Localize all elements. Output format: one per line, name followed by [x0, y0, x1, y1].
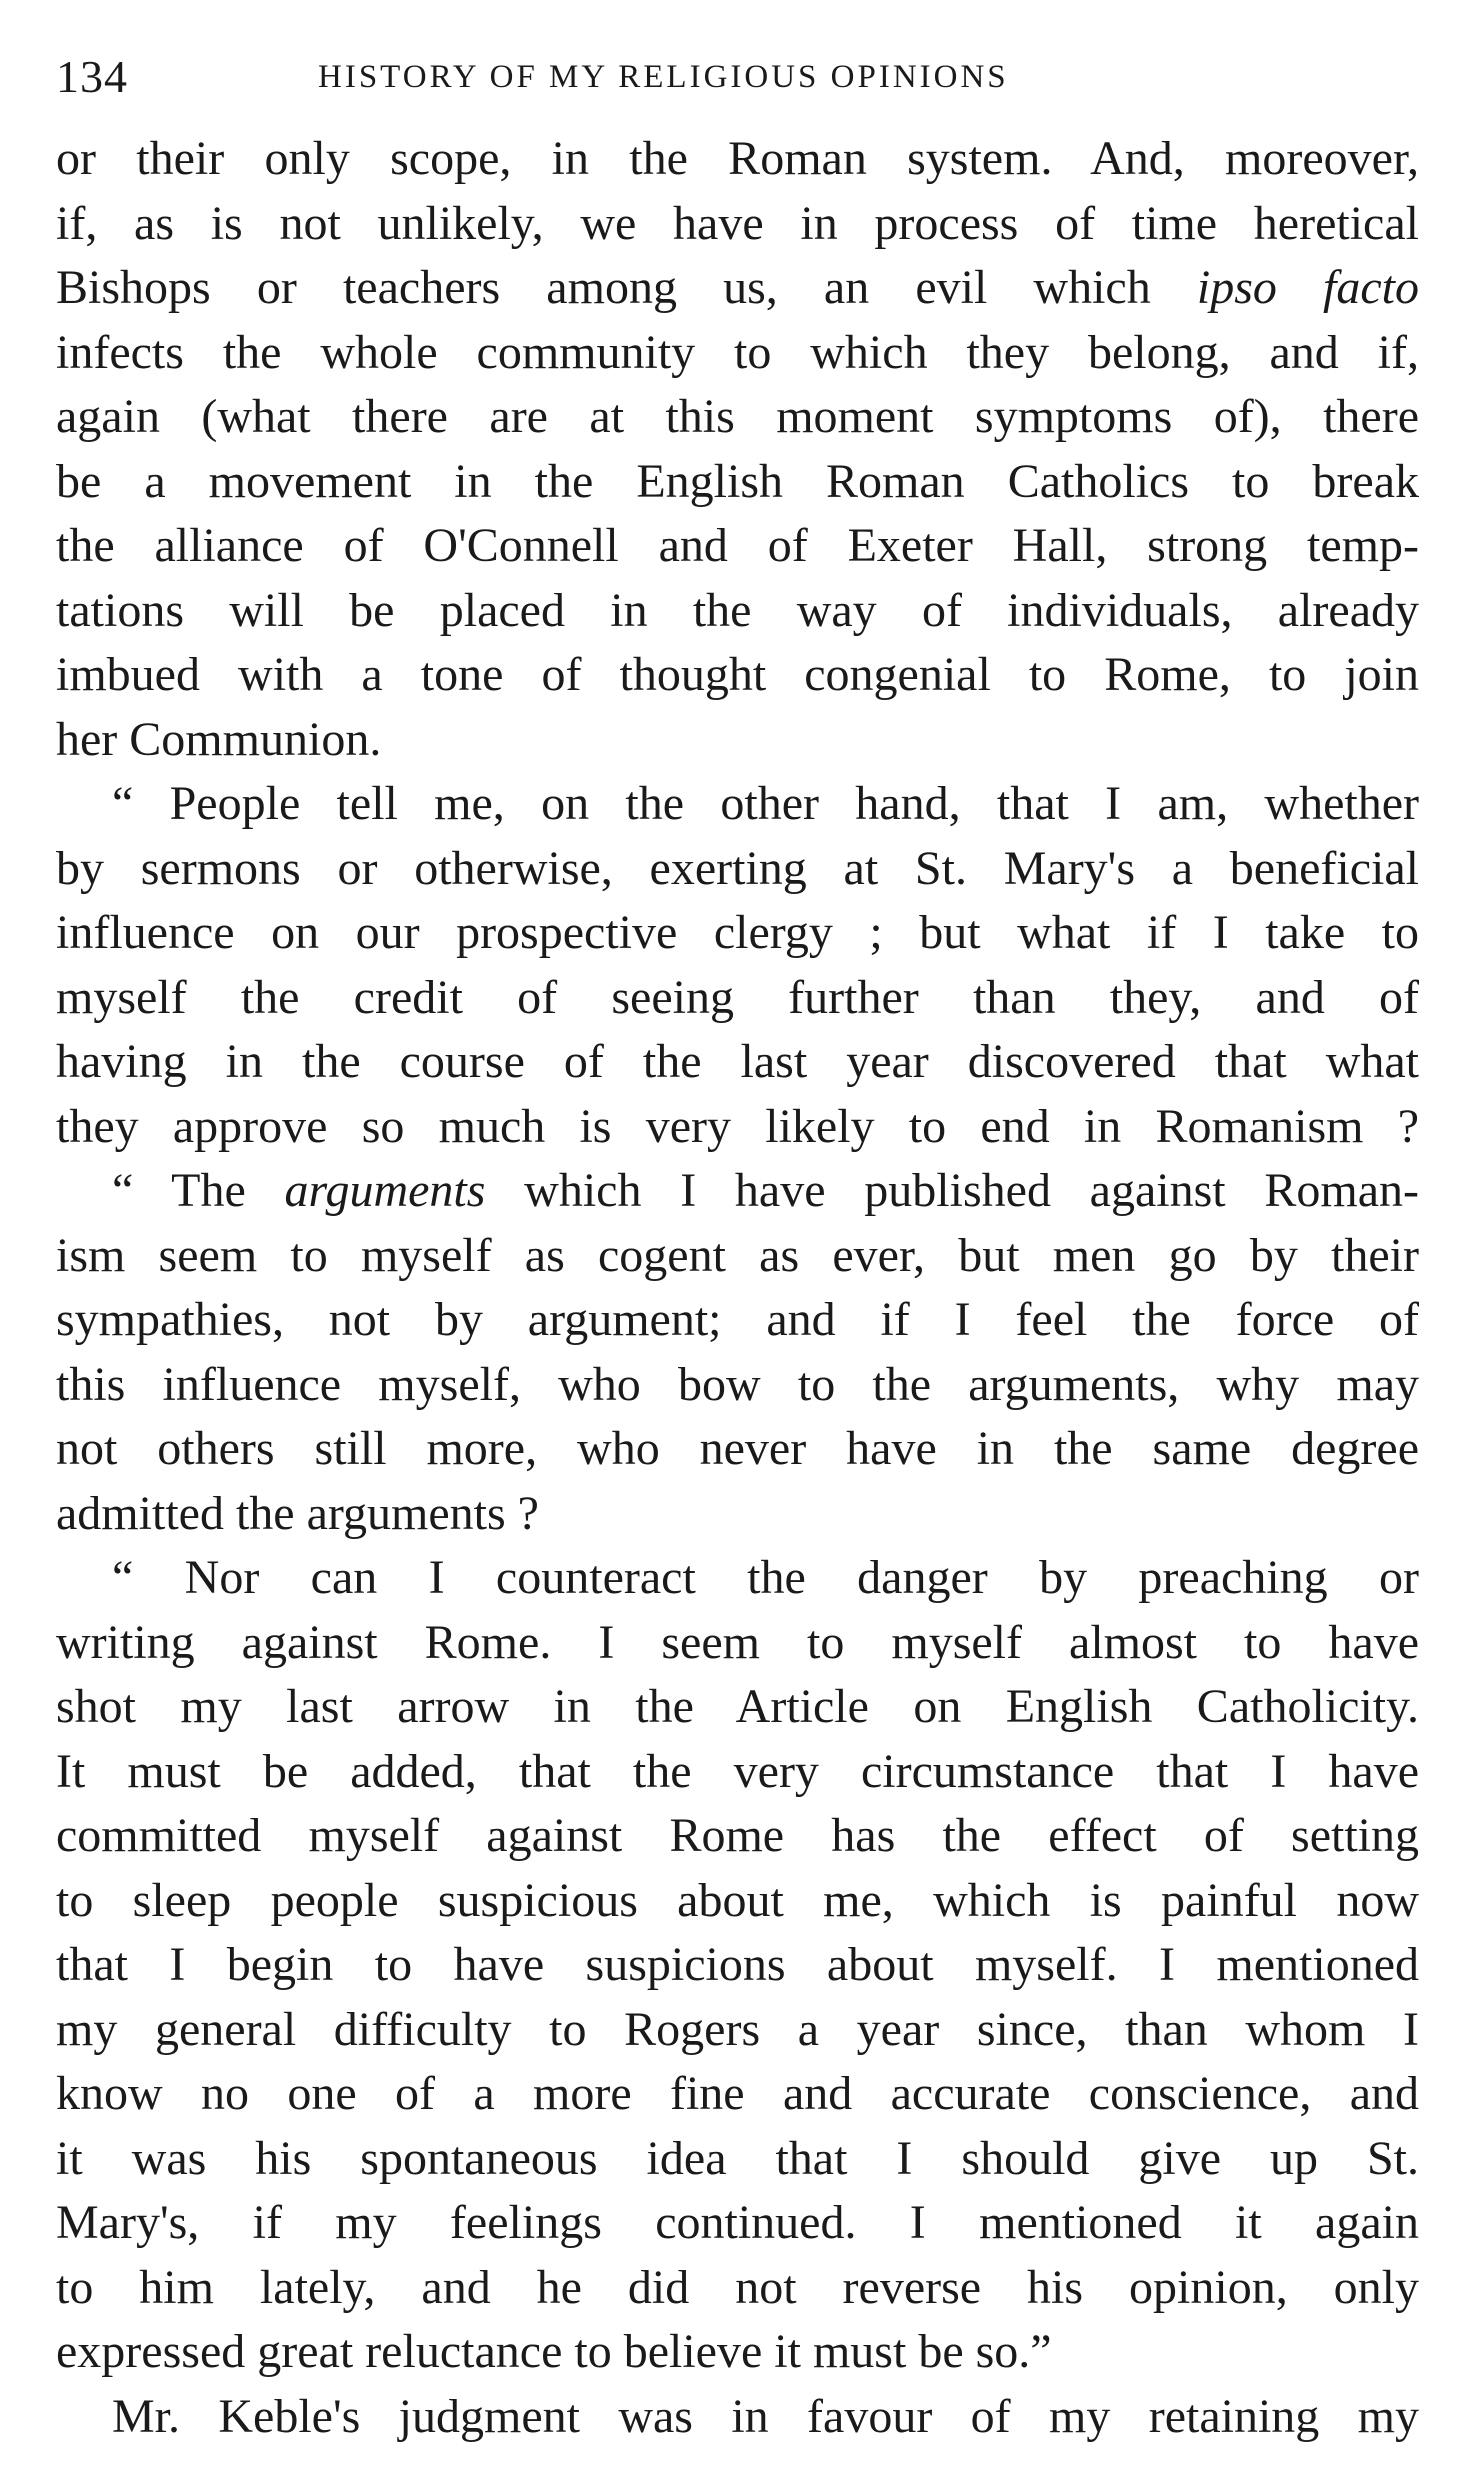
text-line: [56, 450, 1419, 515]
text-run: again (what there are at this moment symptoms of), there: [56, 390, 1419, 443]
text-run: Mr. Keble's judgment was in favour of my retaining my: [112, 2389, 1419, 2443]
text-run: to sleep people suspicious about me, which is painful now: [56, 1873, 1419, 1927]
text-line: [56, 1482, 1419, 1547]
text-run: imbued with a tone of thought congenial to Rome, to join: [56, 648, 1419, 701]
text-run: writing against Rome. I seem to myself almost to have: [56, 1615, 1419, 1669]
text-run: tations will be placed in the way of individuals, already: [56, 583, 1419, 637]
text-run: ism seem to myself as cogent as ever, but men go by their: [56, 1228, 1419, 1282]
text-line: [56, 1417, 1419, 1482]
text-line: [56, 1933, 1419, 1998]
text-run: shot my last arrow in the Article on English Catholicity.: [56, 1680, 1419, 1733]
text-line: [56, 2127, 1419, 2192]
body-text: [56, 127, 1419, 2449]
text-run: or their only scope, in the Roman system. And, moreover,: [56, 132, 1419, 185]
text-line: [56, 1288, 1419, 1353]
text-line: [56, 2256, 1419, 2321]
text-line: [56, 1353, 1419, 1418]
text-run: not others still more, who never have in the same degree: [56, 1422, 1419, 1475]
text-run: It must be added, that the very circumstance that I have: [56, 1744, 1419, 1798]
text-run: infects the whole community to which they belong, and if,: [56, 325, 1419, 379]
text-run: it was his spontaneous idea that I should give up St.: [56, 2131, 1419, 2185]
text-line: [56, 901, 1419, 966]
text-run: the alliance of O'Connell and of Exeter Hall, strong temp-: [56, 519, 1419, 572]
page-number: 134: [56, 51, 128, 102]
text-line: [56, 643, 1419, 708]
text-line: [56, 2062, 1419, 2127]
text-run: be a movement in the English Roman Catholics to break: [56, 454, 1419, 508]
text-line: [56, 1159, 1419, 1224]
running-title: HISTORY OF MY RELIGIOUS OPINIONS: [318, 59, 1009, 95]
text-run: Bishops or teachers among us, an evil which: [56, 261, 1197, 314]
italic-phrase: ipso facto: [1196, 261, 1419, 314]
text-run: that I begin to have suspicions about myself. I mentioned: [56, 1938, 1419, 1991]
text-line: [56, 514, 1419, 579]
text-line: [56, 1546, 1419, 1611]
text-line: [56, 2191, 1419, 2256]
text-line: [56, 1224, 1419, 1289]
text-run: admitted the arguments ?: [56, 1486, 539, 1540]
text-line: [56, 321, 1419, 386]
text-run: expressed great reluctance to believe it must be so.”: [56, 2325, 1052, 2378]
text-run: Mary's, if my feelings continued. I mentioned it again: [56, 2196, 1419, 2249]
italic-phrase: arguments: [284, 1164, 486, 1217]
text-run: “ The: [112, 1164, 285, 1217]
text-run: “ People tell me, on the other hand, that I am, whether: [112, 777, 1419, 830]
text-line: [56, 2385, 1419, 2450]
text-line: [56, 2320, 1419, 2385]
running-head: [56, 45, 1419, 109]
text-line: [56, 127, 1419, 192]
text-line: [56, 192, 1419, 257]
text-line: [56, 1030, 1419, 1095]
text-run: by sermons or otherwise, exerting at St. Mary's a beneficial: [56, 841, 1419, 895]
text-line: [56, 1869, 1419, 1934]
text-run: sympathies, not by argument; and if I feel the force of: [56, 1293, 1419, 1346]
text-run: committed myself against Rome has the effect of setting: [56, 1809, 1419, 1862]
text-line: [56, 385, 1419, 450]
text-run: to him lately, and he did not reverse his opinion, only: [56, 2260, 1419, 2314]
text-line: [56, 1740, 1419, 1805]
text-run: my general difficulty to Rogers a year since, than whom I: [56, 2002, 1419, 2056]
text-run: if, as is not unlikely, we have in process of time heretical: [56, 196, 1419, 250]
text-run: “ Nor can I counteract the danger by preaching or: [112, 1551, 1419, 1604]
text-line: [56, 579, 1419, 644]
text-run: myself the credit of seeing further than they, and of: [56, 970, 1419, 1024]
text-line: [56, 1675, 1419, 1740]
text-line: [56, 256, 1419, 321]
text-line: [56, 1611, 1419, 1676]
text-line: [56, 1804, 1419, 1869]
text-line: [56, 837, 1419, 902]
text-line: [56, 1998, 1419, 2063]
text-run: they approve so much is very likely to end in Romanism ?: [56, 1099, 1419, 1153]
text-line: [56, 1095, 1419, 1160]
text-line: [56, 708, 1419, 773]
text-line: [56, 772, 1419, 837]
text-run: which I have published against Roman-: [485, 1164, 1419, 1217]
text-run: know no one of a more fine and accurate conscience, and: [56, 2067, 1419, 2120]
text-run: this influence myself, who bow to the arguments, why may: [56, 1357, 1419, 1411]
text-run: having in the course of the last year discovered that what: [56, 1035, 1419, 1088]
text-run: her Communion.: [56, 712, 382, 766]
text-line: [56, 966, 1419, 1031]
text-run: influence on our prospective clergy ; but what if I take to: [56, 906, 1419, 959]
